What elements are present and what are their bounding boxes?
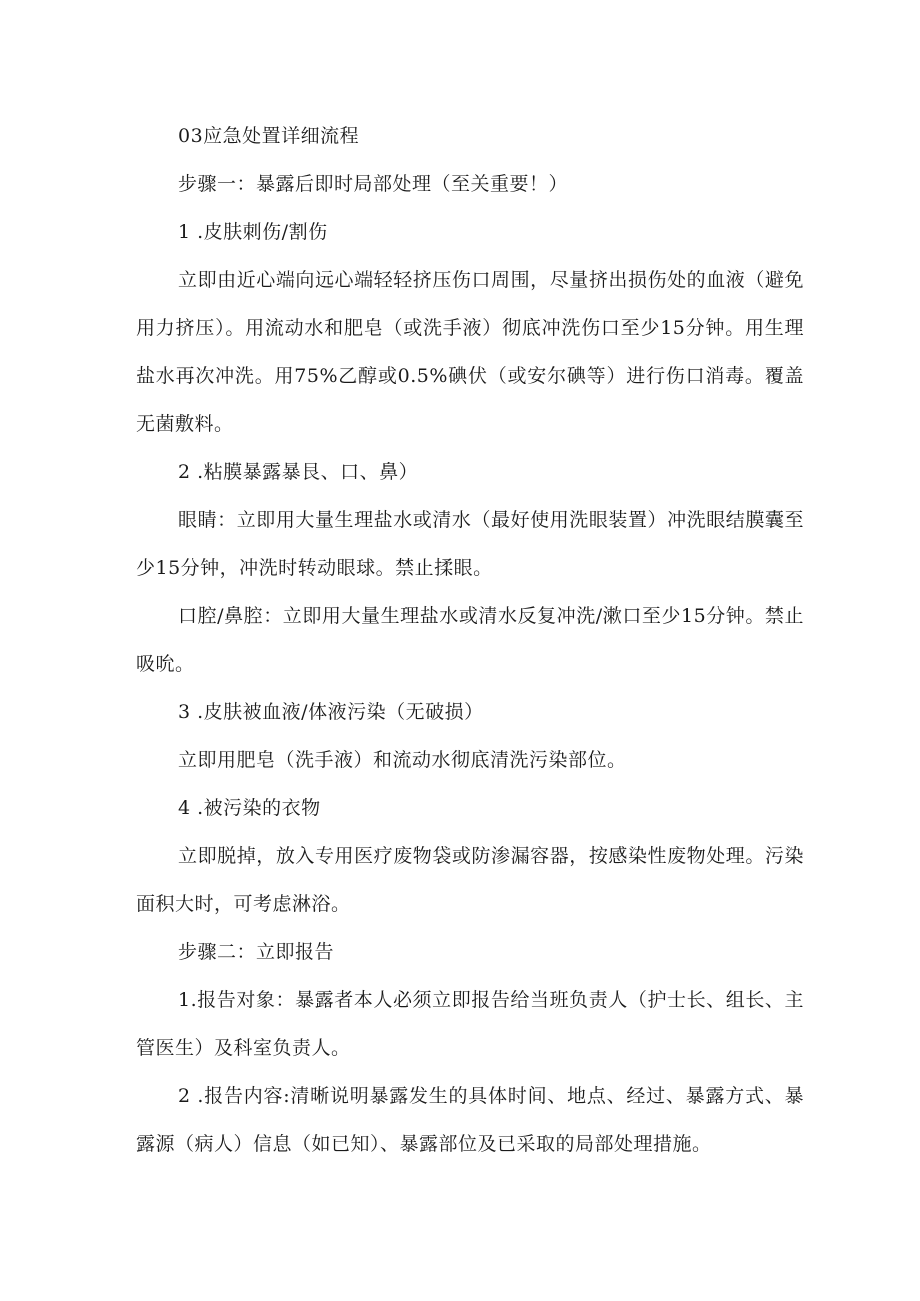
section-heading: 03应急处置详细流程 <box>178 125 360 147</box>
step1-item4-title: 4 .被污染的衣物 <box>178 797 321 819</box>
step2-item1: 1.报告对象：暴露者本人必须立即报告给当班负责人（护士长、组长、主管医生）及科室负责人。 <box>136 989 804 1059</box>
step1-item3-title: 3 .皮肤被血液/体液污染（无破损） <box>178 701 484 723</box>
step1-title: 步骤一：暴露后即时局部处理（至关重要！） <box>178 173 569 195</box>
document-body <box>136 112 804 1168</box>
step1-item2-title: 2 .粘膜暴露暴艮、口、鼻） <box>178 461 419 483</box>
step1-item3-body: 立即用肥皂（洗手液）和流动水彻底清洗污染部位。 <box>178 749 627 771</box>
step1-item2-mouth: 口腔/鼻腔：立即用大量生理盐水或清水反复冲洗/漱口至少15分钟。禁止吸吮。 <box>136 605 804 675</box>
step1-item1-title: 1 .皮肤刺伤/割伤 <box>178 221 328 243</box>
step1-item1-body: 立即由近心端向远心端轻轻挤压伤口周围，尽量挤出损伤处的血液（避免用力挤压）。用流动水和肥皂（或洗手液）彻底冲洗伤口至少15分钟。用生理盐水再次冲洗。用75%乙醇或0.5%碘伏（或安尔碘等）进行伤口消毒。覆盖无菌敷料。 <box>136 269 804 435</box>
step2-title: 步骤二：立即报告 <box>178 941 335 963</box>
step1-item4-body: 立即脱掉，放入专用医疗废物袋或防渗漏容器，按感染性废物处理。污染面积大时，可考虑淋浴。 <box>136 845 804 915</box>
step2-item2: 2 .报告内容:清晰说明暴露发生的具体时间、地点、经过、暴露方式、暴露源（病人）信息（如已知）、暴露部位及已采取的局部处理措施。 <box>136 1085 804 1155</box>
step1-item2-eyes: 眼睛：立即用大量生理盐水或清水（最好使用洗眼装置）冲洗眼结膜囊至少15分钟，冲洗时转动眼球。禁止揉眼。 <box>136 509 804 579</box>
